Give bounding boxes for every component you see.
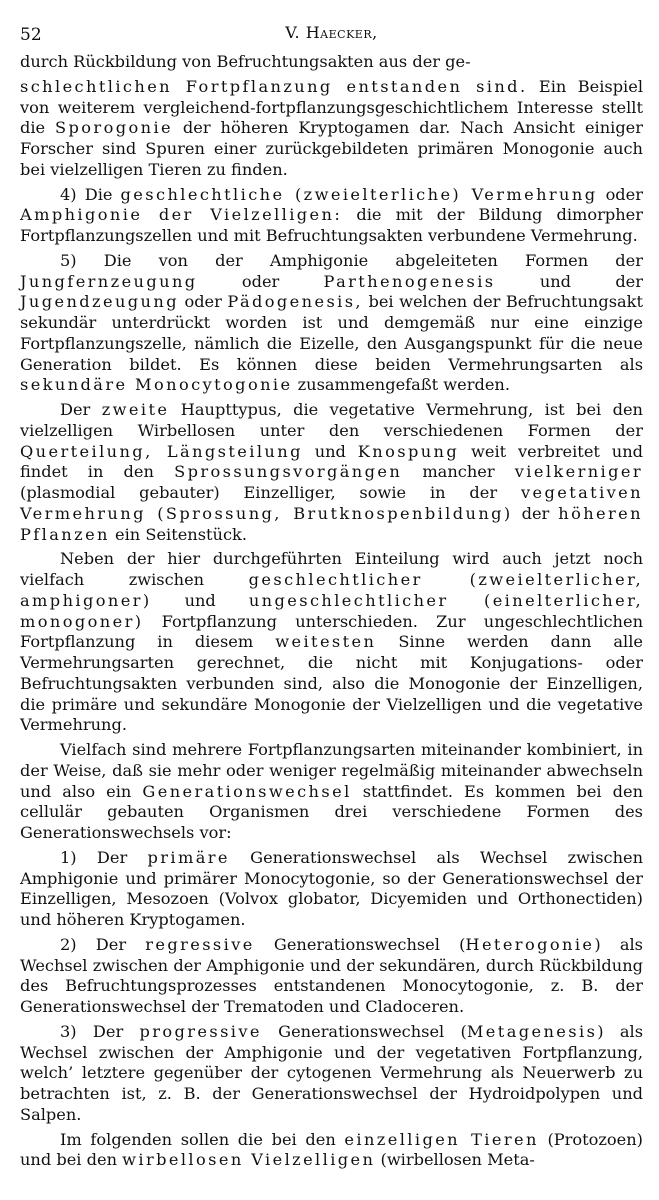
emphasized-text: Metagenesis: [466, 1021, 598, 1041]
emphasized-text: Querteilung, Längsteilung: [20, 441, 303, 461]
emphasized-text: vegetativen Vermehrung (Sprossung, Brutknospenbildung): [20, 483, 643, 523]
text-run: 5) Die von der Amphigonie abgeleiteten Formen der: [60, 250, 643, 270]
emphasized-text: einzelligen Tieren: [344, 1129, 539, 1149]
emphasized-text: Amphigonie der Vielzelligen:: [20, 205, 343, 225]
emphasized-text: Generationswechsel: [142, 781, 352, 801]
text-run: und: [302, 441, 358, 461]
emphasized-text: vielkerniger: [514, 462, 644, 482]
paragraph: [20, 848, 643, 931]
emphasized-text: primäre: [147, 847, 230, 867]
text-run: ) als Wechsel zwischen der Amphigonie und der vegetativen Fortpflanzung, welch’ letztere gegenüber der cytogenen Vermehrung als Neuerwerb zu betrachten ist, z. B. der Generationswechsel der Hydroidpolypen und Salpen.: [20, 1021, 643, 1124]
text-run: 2) Der: [60, 934, 146, 954]
running-head: V. Haecker,: [285, 23, 378, 42]
text-run: und der: [495, 271, 643, 291]
text-run: Ein Beispiel von weiterem vergleichend-fortpflanzungsgeschichtlichem Interesse stellt die: [20, 76, 643, 138]
paragraph: [20, 1130, 643, 1172]
text-run: ) als Wechsel zwischen der Amphigonie und der sekundären, durch Rückbildung des Befruchtungsprozesses entstandenen Monocytogonie, z. B. der Generationswechsel der Trematoden und Cladoceren.: [20, 934, 643, 1016]
paragraph: [20, 77, 643, 181]
page-header: [20, 20, 643, 52]
emphasized-text: schlechtlichen Fortpflanzung entstanden sind.: [20, 76, 528, 96]
text-run: Der: [60, 400, 102, 419]
text-run: der: [512, 503, 559, 523]
emphasized-text: regressive: [145, 934, 255, 954]
text-run: der höheren Kryptogamen dar. Nach Ansicht einiger Forscher sind Spuren einer zurückgebildeten primären Monogonie auch bei vielzelligen Tieren zu finden.: [20, 118, 643, 179]
paragraph: [20, 740, 643, 844]
emphasized-text: Pädogenesis,: [227, 292, 363, 312]
text-run: Fortpflanzung unterschieden. Zur ungeschlechtlichen Fortpflanzung in diesem: [20, 611, 643, 652]
text-run: mancher: [402, 462, 515, 482]
text-run: zusammengefaßt werden.: [292, 375, 510, 395]
emphasized-text: Sporogonie: [55, 118, 174, 138]
paragraph: [20, 52, 643, 73]
emphasized-text: Knospung: [357, 441, 460, 461]
emphasized-text: weitesten: [275, 632, 377, 652]
text-run: Generationswechsel (: [261, 1021, 467, 1041]
emphasized-text: zweite: [101, 400, 170, 419]
text-run: bei welchen der Befruchtungsakt sekundär unterdrückt worden ist und demgemäß nur eine einzige Fortpflanzungszelle, nämlich die Eizelle, den Ausgangspunkt für die neue Generation bildet. Es können diese beiden Vermehrungsarten als: [20, 292, 643, 374]
text-run: oder: [597, 184, 643, 204]
text-run: 3) Der: [60, 1021, 140, 1041]
text-run: oder: [197, 271, 324, 291]
text-run: 4) Die: [60, 184, 121, 204]
text-run: Haupttypus, die vegetative Vermehrung, ist bei den vielzelligen Wirbellosen unter den verschiedenen Formen der: [20, 400, 643, 440]
emphasized-text: wirbellosen Vielzelligen: [122, 1150, 376, 1170]
paragraph: [20, 1022, 643, 1126]
text-run: (wirbellosen Meta-: [375, 1150, 535, 1170]
text-run: (Protozoen) und bei den: [20, 1129, 643, 1170]
text-run: stattfindet. Es kommen bei den cellulär gebauten Organismen drei verschiedene Formen des Generationswechsels vor:: [20, 781, 643, 842]
body-text: [20, 52, 643, 1171]
text-run: Generationswechsel als Wechsel zwischen Amphigonie und primärer Monocytogonie, so der Generationswechsel der Einzelligen, Mesozoen (Volvox globator, Dicyemiden und Orthonectiden) und höheren Kryptogamen.: [20, 847, 643, 929]
emphasized-text: Parthenogenesis: [323, 271, 496, 291]
paragraph: [20, 251, 643, 396]
text-run: Sinne werden dann alle Vermehrungsarten gerechnet, die nicht mit Konjugations- oder Befruchtungsakten verbunden sind, also die Monogonie der Einzelligen, die primäre und sekundäre Monogonie der Vielzelligen und die vegetative Vermehrung.: [20, 632, 643, 735]
text-run: (plasmodial gebauter) Einzelliger, sowie in der: [20, 483, 521, 502]
emphasized-text: höheren Pflanzen: [20, 503, 643, 544]
emphasized-text: Sprossungsvorgängen: [174, 462, 403, 482]
text-run: und: [151, 590, 249, 610]
text-run: oder: [178, 292, 228, 312]
page-number: 52: [20, 25, 42, 45]
paragraph: [20, 400, 643, 545]
emphasized-text: geschlechtlicher (zweielterlicher, amphigoner): [20, 570, 643, 610]
text-run: Vielfach sind mehrere Fortpflanzungsarten miteinander kombiniert, in der Weise, daß sie mehr oder weniger regelmäßig miteinander abwechseln und also ein: [20, 740, 643, 801]
text-run: durch Rückbildung von Befruchtungsakten aus der ge-: [20, 52, 471, 71]
emphasized-text: ungeschlechtlicher (einelterlicher, monogoner): [20, 590, 643, 631]
emphasized-text: progressive: [139, 1021, 262, 1041]
text-run: weit verbreitet und findet in den: [20, 441, 643, 482]
emphasized-text: Jugendzeugung: [20, 292, 179, 312]
paragraph: [20, 185, 643, 247]
text-run: Neben der hier durchgeführten Einteilung wird auch jetzt noch vielfach zwischen: [20, 549, 643, 589]
paragraph: [20, 935, 643, 1018]
text-run: Generationswechsel (: [254, 934, 466, 954]
text-run: ein Seitenstück.: [109, 524, 247, 544]
text-run: die mit der Bildung dimorpher Fortpflanzungszellen und mit Befruchtungsakten verbundene Vermehrung.: [20, 205, 643, 245]
emphasized-text: Jungfernzeugung: [20, 271, 198, 291]
emphasized-text: geschlechtliche (zweielterliche) Vermehrung: [120, 184, 598, 204]
paragraph: [20, 549, 643, 736]
emphasized-text: Heterogonie: [465, 934, 595, 954]
text-run: Im folgenden sollen die bei den: [60, 1129, 345, 1149]
emphasized-text: sekundäre Monocytogonie: [20, 375, 293, 395]
text-run: 1) Der: [60, 847, 148, 867]
